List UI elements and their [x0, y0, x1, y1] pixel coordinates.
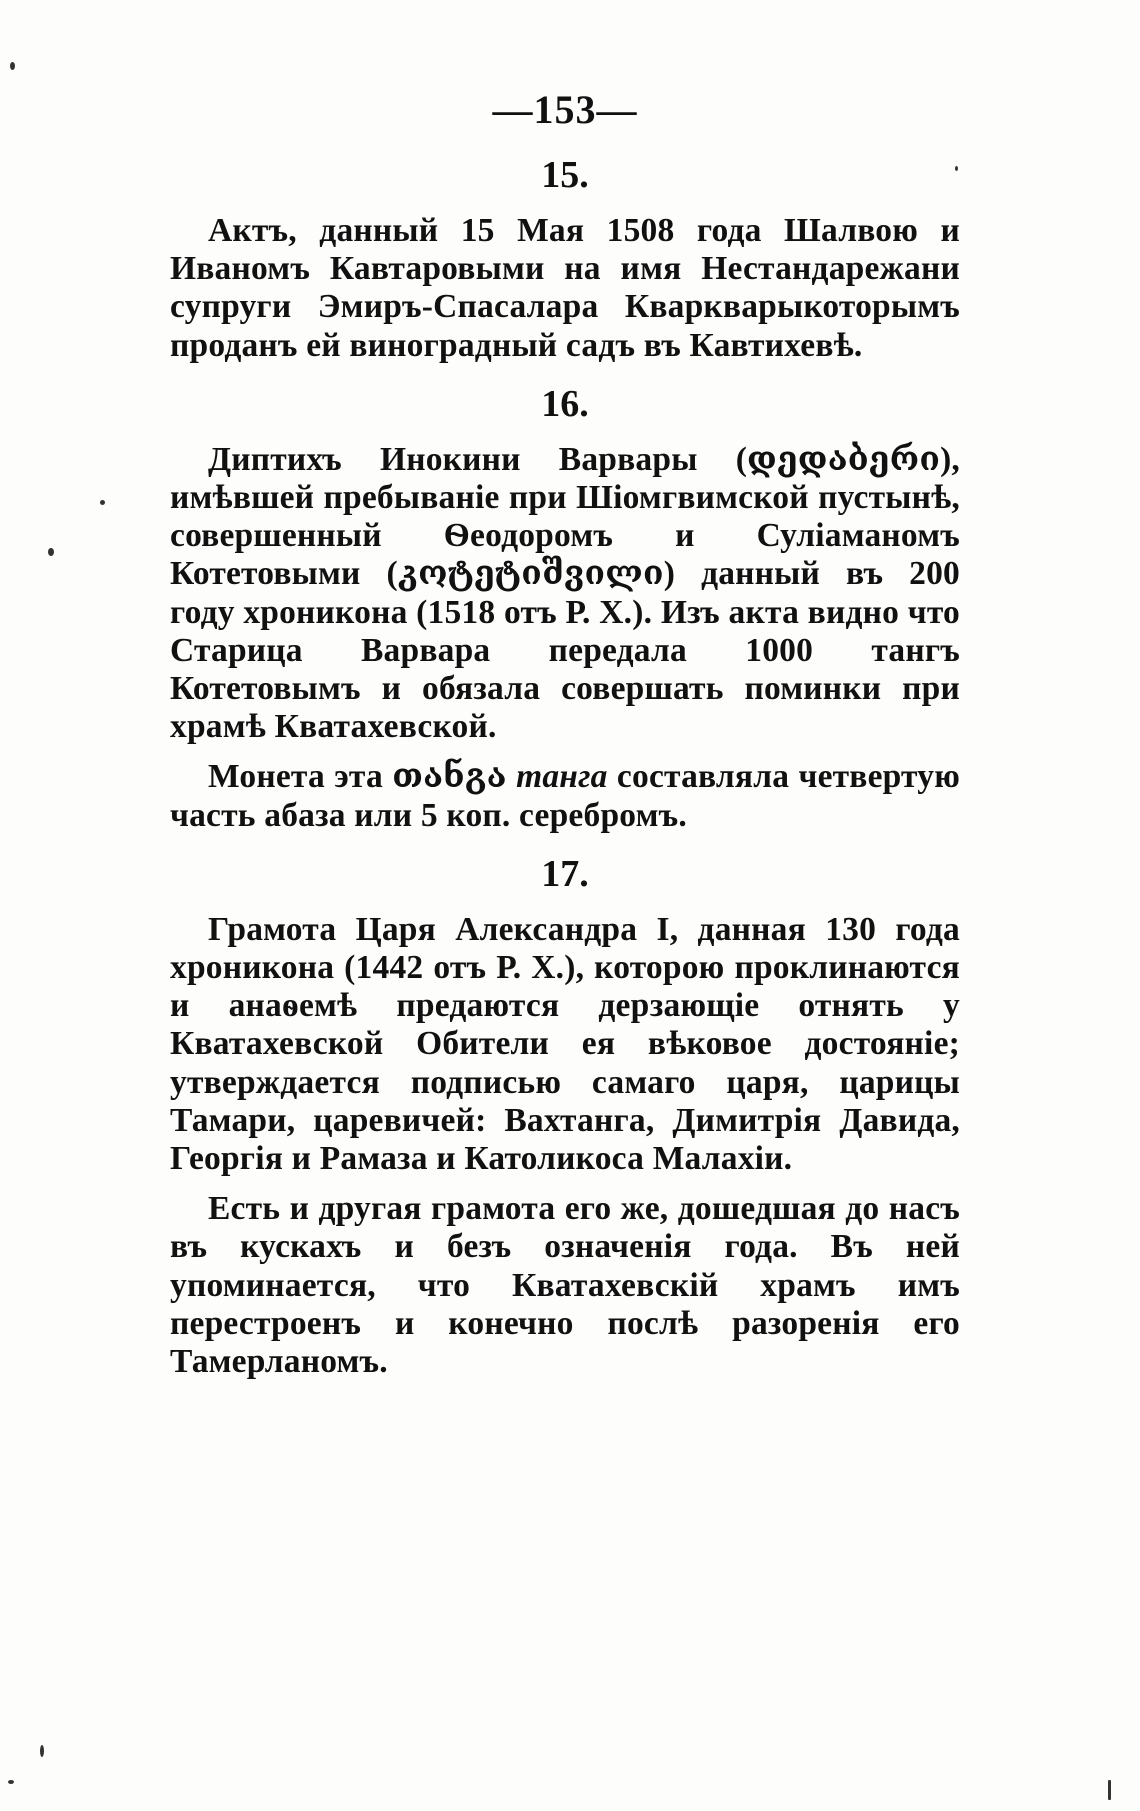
page-number: —153— — [492, 87, 638, 132]
section-number: 17. — [541, 852, 589, 895]
section-number: 16. — [541, 382, 589, 425]
section-number: 15. — [541, 154, 589, 196]
section-paragraph: Грамота Царя Александра I, данная 130 года хроникона (1442 отъ Р. Х.), которою проклинаются и анаѳемѣ предаются дерзающіе отнять у Кватахевской Обители ея вѣковое достояніе; утверждается подписью самаго царя, царицы Тамари, царевичей: Вахтанга, Димитрія Давида, Георгія и Рамаза и Католикоса Малахіи. — [170, 910, 960, 1178]
section-paragraph: Диптихъ Инокини Варвары (დედაბერი), имѣвшей пребываніе при Шіомгвимской пустынѣ, совершенный Ѳеодоромъ и Суліаманомъ Котетовыми (კოტეტიშვილი) данный въ 200 году хроникона (1518 отъ Р. Х.). Изъ акта видно что Старица Варвара передала 1000 тангъ Котетовымъ и обязала совершать поминки при храмѣ Кватахевской. — [170, 440, 960, 746]
scan-speck — [100, 500, 105, 505]
section-16 — [170, 379, 960, 835]
italic-term: танга — [516, 758, 608, 796]
scan-speck — [8, 1780, 14, 1784]
section-paragraph: Актъ, данный 15 Мая 1508 года Шалвою и Иваномъ Кавтаровыми на имя Нестандарежани супруги Эмиръ-Спасалара Кваркварыкоторымъ проданъ ей виноградный садъ въ Кавтихевѣ. — [170, 212, 960, 364]
coin-note-paragraph — [170, 758, 960, 834]
section-17 — [170, 849, 960, 1381]
coin-note-spacer — [507, 758, 516, 795]
coin-note-text: Монета эта — [208, 758, 393, 796]
coin-note-text: составляла четвертую часть абаза или 5 коп. серебромъ. — [170, 758, 961, 834]
georgian-word: თანგა — [392, 758, 507, 796]
section-paragraph: Есть и другая грамота его же, дошедшая до насъ въ кускахъ и безъ означенія года. Въ ней упоминается, что Кватахевскій храмъ имъ перестроенъ и конечно послѣ разоренія его Тамерланомъ. — [170, 1190, 960, 1381]
scan-speck — [1108, 1780, 1111, 1800]
section-15 — [170, 150, 960, 365]
scan-speck — [40, 1745, 44, 1757]
scan-speck — [10, 62, 15, 70]
scan-speck — [48, 548, 54, 556]
text-column — [170, 84, 960, 1381]
